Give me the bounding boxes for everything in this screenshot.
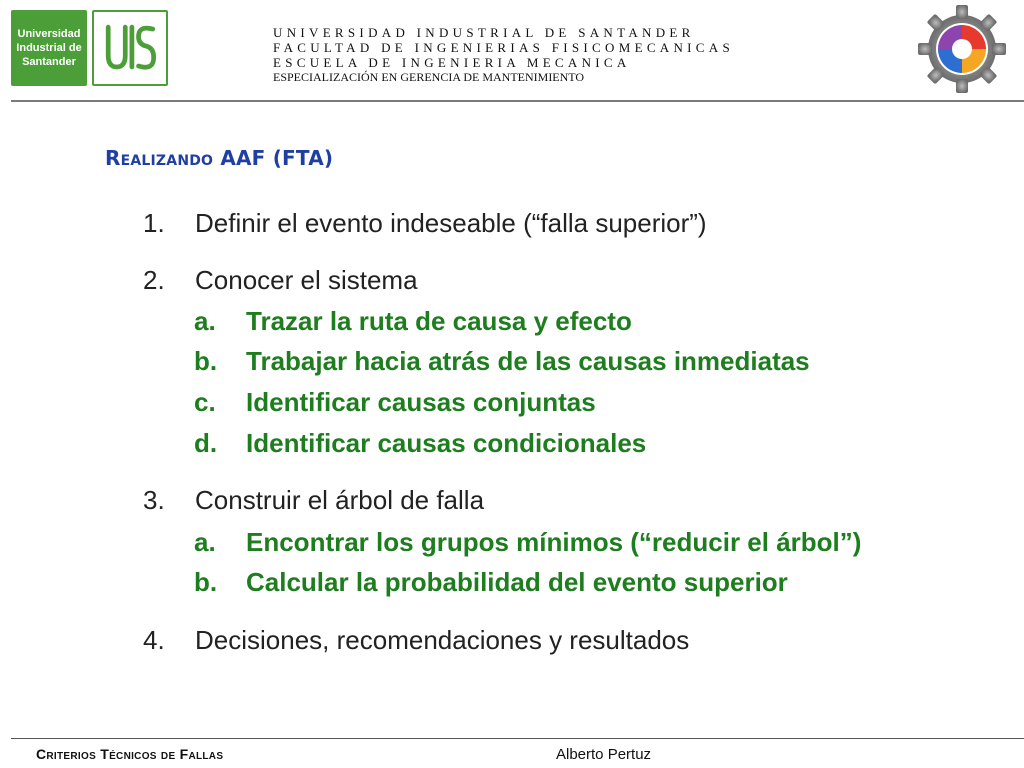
sub-list-item-letter: b.: [194, 567, 218, 597]
list-item-text: Decisiones, recomendaciones y resultados: [195, 625, 690, 655]
list-item-text: Construir el árbol de falla: [195, 485, 485, 515]
sub-list-item-letter: c.: [194, 387, 216, 417]
sub-list-item-letter: a.: [194, 527, 216, 557]
university-logo: [11, 10, 87, 86]
header-divider: [11, 100, 1024, 102]
sub-list-item-text: Calcular la probabilidad del evento superior: [246, 567, 788, 597]
sub-list-item-text: Identificar causas condicionales: [246, 428, 647, 458]
list-item-text: Conocer el sistema: [195, 265, 418, 295]
sub-list-item-text: Identificar causas conjuntas: [246, 387, 596, 417]
header-institution: [273, 25, 734, 85]
header-line-2: FACULTAD DE INGENIERIAS FISICOMECANICAS: [273, 40, 734, 55]
sub-list-item-letter: a.: [194, 306, 216, 336]
header-line-4: ESPECIALIZACIÓN EN GERENCIA DE MANTENIMIENTO: [273, 70, 585, 84]
list-item-number: 3.: [143, 485, 165, 515]
header-line-3: ESCUELA DE INGENIERIA MECANICA: [273, 55, 631, 70]
header-line-1: UNIVERSIDAD INDUSTRIAL DE SANTANDER: [273, 25, 695, 40]
gear-logo: [918, 3, 1006, 95]
footer-divider: [11, 738, 1024, 739]
uis-logo: [92, 10, 168, 86]
sub-list-item-text: Trazar la ruta de causa y efecto: [246, 306, 632, 336]
sub-list-item-letter: b.: [194, 346, 218, 376]
list-item-number: 4.: [143, 625, 165, 655]
list-item-number: 2.: [143, 265, 165, 295]
list-item-number: 1.: [143, 208, 165, 238]
slide-title: Realizando AAF (FTA): [105, 146, 334, 170]
sub-list-item-text: Trabajar hacia atrás de las causas inmediatas: [246, 346, 810, 376]
sub-list-item-text: Encontrar los grupos mínimos (“reducir el árbol”): [246, 527, 862, 557]
footer-author: Alberto Pertuz: [556, 746, 652, 763]
list-item-text: Definir el evento indeseable (“falla superior”): [195, 208, 707, 238]
footer-course-title: Criterios Técnicos de Fallas: [36, 746, 224, 762]
university-logo-text: Universidad Industrial de Santander: [16, 28, 82, 68]
sub-list-item-letter: d.: [194, 428, 218, 458]
